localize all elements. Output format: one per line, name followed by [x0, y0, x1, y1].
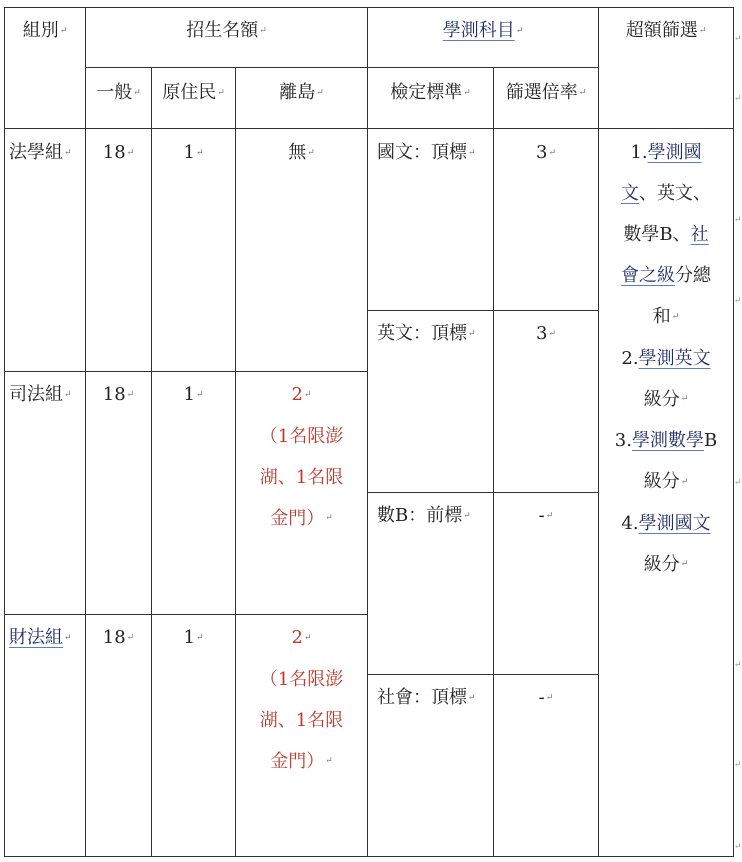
header-standard-label: 檢定標準 — [390, 82, 463, 103]
header-overflow-label: 超額篩選 — [625, 20, 698, 41]
ratio-english — [494, 313, 598, 355]
row-end-mark: ↵ — [734, 296, 742, 306]
group-label: 法學組 — [9, 142, 63, 163]
row-indigenous-judicial — [152, 374, 235, 416]
paragraph-mark: ↵ — [325, 756, 333, 766]
paragraph-mark: ↵ — [545, 510, 554, 521]
screening-text: 級分 — [643, 388, 680, 410]
subject-chinese — [377, 132, 493, 174]
paragraph-mark: ↵ — [195, 147, 204, 158]
paragraph-mark: ↵ — [195, 389, 204, 400]
general-count: 18 — [102, 142, 126, 163]
paragraph-mark: ↵ — [468, 692, 476, 703]
paragraph-mark: ↵ — [468, 147, 476, 158]
paragraph-mark: ↵ — [64, 389, 72, 400]
paragraph-mark: ↵ — [259, 25, 267, 36]
screening-link: 社 — [690, 224, 709, 245]
header-indigenous — [152, 72, 235, 114]
row-group-judicial — [9, 374, 85, 416]
paragraph-mark: ↵ — [680, 394, 689, 404]
row-indigenous-law — [152, 132, 235, 174]
subject-math — [377, 495, 493, 537]
subject-english — [377, 313, 493, 355]
ratio-social — [494, 677, 598, 719]
header-ratio — [494, 72, 598, 114]
row-end-mark: ↵ — [734, 660, 742, 670]
header-indigenous-label: 原住民 — [162, 82, 217, 103]
island-count: 2 — [291, 384, 303, 405]
row-end-mark: ↵ — [734, 215, 742, 225]
header-quota-label: 招生名額 — [186, 20, 259, 41]
paragraph-mark: ↵ — [463, 510, 471, 521]
row-end-mark: ↵ — [734, 34, 742, 44]
paragraph-mark: ↵ — [545, 692, 554, 703]
screening-text: B — [703, 430, 718, 451]
subject-standard: 社會：頂標 — [377, 687, 467, 708]
header-standard — [368, 72, 493, 114]
subject-ratio: 3 — [536, 142, 548, 163]
paragraph-mark: ↵ — [126, 147, 135, 158]
paragraph-mark: ↵ — [548, 147, 556, 158]
ratio-math — [494, 495, 598, 537]
island-note-line: （1名限澎 — [259, 425, 344, 447]
header-subjects — [368, 10, 598, 52]
header-overflow — [599, 10, 733, 52]
island-note-line: 湖、1名限 — [259, 466, 344, 488]
indigenous-count: 1 — [183, 627, 195, 648]
paragraph-mark: ↵ — [307, 147, 315, 158]
paragraph-mark: ↵ — [126, 389, 135, 400]
paragraph-mark: ↵ — [195, 632, 204, 643]
island-note-line: 金門） — [270, 507, 325, 529]
screening-link: 學測國 — [647, 142, 702, 163]
paragraph-mark: ↵ — [133, 87, 141, 98]
paragraph-mark: ↵ — [680, 559, 689, 569]
general-count: 18 — [102, 384, 126, 405]
subject-ratio: - — [538, 505, 545, 526]
paragraph-mark: ↵ — [671, 311, 680, 322]
header-subjects-label: 學測科目 — [442, 20, 515, 41]
subject-standard: 英文：頂標 — [377, 323, 467, 344]
screening-text: 數學B、 — [623, 224, 691, 245]
screening-link: 學測國文 — [638, 512, 711, 534]
screening-link: 會之級 — [621, 265, 675, 286]
paragraph-mark: ↵ — [64, 632, 72, 643]
row-general-finance — [86, 617, 151, 659]
header-island-label: 離島 — [279, 82, 316, 103]
header-group — [5, 10, 85, 52]
indigenous-count: 1 — [183, 142, 195, 163]
subject-social — [377, 677, 493, 719]
island-note-line: 金門） — [270, 750, 325, 772]
paragraph-mark: ↵ — [325, 513, 333, 523]
paragraph-mark: ↵ — [217, 87, 225, 98]
paragraph-mark: ↵ — [578, 87, 587, 98]
screening-text: 、英文、 — [639, 183, 711, 204]
paragraph-mark: ↵ — [548, 328, 556, 339]
island-note-line: （1名限澎 — [259, 668, 344, 690]
row-indigenous-finance — [152, 617, 235, 659]
group-label: 財法組 — [9, 627, 63, 648]
row-end-mark: ↵ — [734, 760, 742, 770]
screening-link: 學測數學 — [631, 430, 704, 451]
row-group-law — [9, 132, 85, 174]
paragraph-mark: ↵ — [64, 147, 72, 158]
island-value: 無 — [288, 142, 307, 163]
screening-text: 級分 — [643, 553, 680, 575]
subject-standard: 國文：頂標 — [377, 142, 467, 163]
row-group-finance — [9, 617, 85, 659]
row-island-judicial — [236, 374, 367, 539]
row-island-finance — [236, 617, 367, 782]
paragraph-mark: ↵ — [698, 25, 707, 36]
screening-number: 4. — [621, 512, 639, 534]
header-group-label: 組別 — [22, 20, 59, 41]
screening-text: 和 — [652, 306, 671, 327]
paragraph-mark: ↵ — [59, 25, 68, 36]
screening-link: 文 — [621, 183, 639, 204]
paragraph-mark: ↵ — [463, 87, 471, 98]
row-general-law — [86, 132, 151, 174]
header-island — [236, 72, 367, 114]
paragraph-mark: ↵ — [303, 632, 312, 643]
header-ratio-label: 篩選倍率 — [505, 82, 578, 103]
row-end-mark: ↵ — [734, 478, 742, 488]
screening-number: 1. — [630, 142, 648, 163]
subject-standard: 數B：前標 — [377, 505, 463, 526]
paragraph-mark: ↵ — [680, 476, 689, 487]
header-general-label: 一般 — [96, 82, 133, 103]
general-count: 18 — [102, 627, 126, 648]
indigenous-count: 1 — [183, 384, 195, 405]
header-quota — [86, 10, 367, 52]
row-end-mark: ↵ — [734, 94, 742, 104]
paragraph-mark: ↵ — [126, 632, 135, 643]
subject-ratio: 3 — [536, 323, 548, 344]
row-general-judicial — [86, 374, 151, 416]
paragraph-mark: ↵ — [468, 328, 476, 339]
subject-ratio: - — [538, 687, 545, 708]
group-label: 司法組 — [9, 384, 63, 405]
screening-text: 分總 — [675, 265, 711, 286]
ratio-chinese — [494, 132, 598, 174]
header-general — [86, 72, 151, 114]
island-note-line: 湖、1名限 — [259, 709, 344, 731]
row-island-law — [236, 132, 367, 174]
screening-link: 學測英文 — [638, 347, 711, 369]
paragraph-mark: ↵ — [303, 389, 312, 400]
paragraph-mark: ↵ — [515, 25, 524, 36]
island-count: 2 — [291, 627, 303, 648]
screening-number: 3. — [614, 430, 632, 451]
paragraph-mark: ↵ — [316, 87, 324, 98]
screening-text: 級分 — [643, 471, 680, 492]
screening-criteria — [599, 132, 733, 585]
screening-number: 2. — [621, 347, 639, 369]
row-end-mark: ↵ — [734, 842, 742, 852]
